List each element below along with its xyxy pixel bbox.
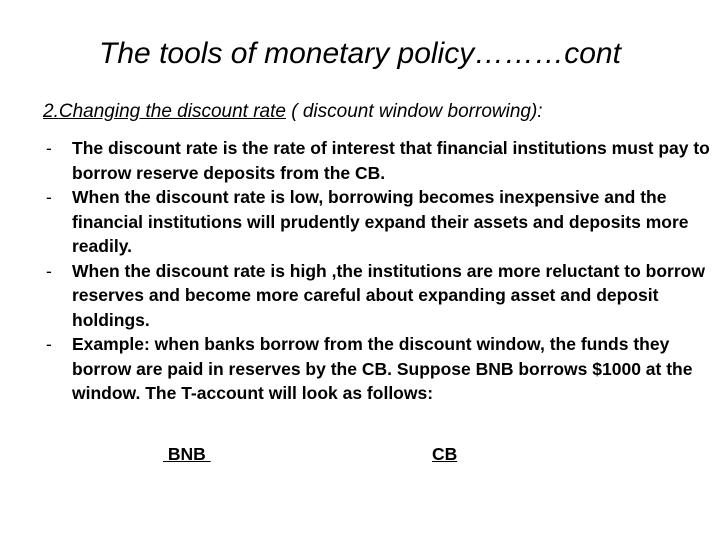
section-heading-text: Changing the discount rate — [58, 101, 286, 122]
section-heading — [43, 100, 543, 124]
slide-title: The tools of monetary policy………cont — [99, 37, 621, 70]
t-account-bnb-label: BNB — [163, 444, 211, 464]
bullet-item — [46, 136, 716, 185]
bullet-text: Example: when banks borrow from the discount window, the funds they borrow are paid in reserves by the CB. Suppose BNB borrows $1000 at the window. The T-account will look as follows: — [72, 334, 693, 403]
bullet-item — [46, 259, 716, 333]
bullet-list — [46, 136, 716, 406]
bullet-item — [46, 185, 716, 259]
t-account-cb-label: CB — [432, 444, 458, 464]
bullet-text: When the discount rate is high ,the institutions are more reluctant to borrow reserves and become more careful about expanding asset and deposit holdings. — [72, 260, 705, 330]
bullet-dash: - — [46, 260, 52, 281]
bullet-dash: - — [46, 187, 52, 207]
bullet-text: The discount rate is the rate of interest that financial institutions must pay to borrow reserve deposits from the CB. — [72, 138, 710, 183]
bullet-item — [46, 332, 716, 406]
section-heading-close: ): — [530, 101, 543, 122]
section-number: 2. — [43, 101, 59, 122]
section-heading-paren: ( discount window borrowing — [285, 101, 531, 122]
bullet-dash: - — [46, 138, 52, 158]
bullet-text: When the discount rate is low, borrowing becomes inexpensive and the financial institutions will prudently expand their assets and deposits more readily. — [72, 187, 689, 256]
bullet-dash: - — [46, 334, 52, 354]
